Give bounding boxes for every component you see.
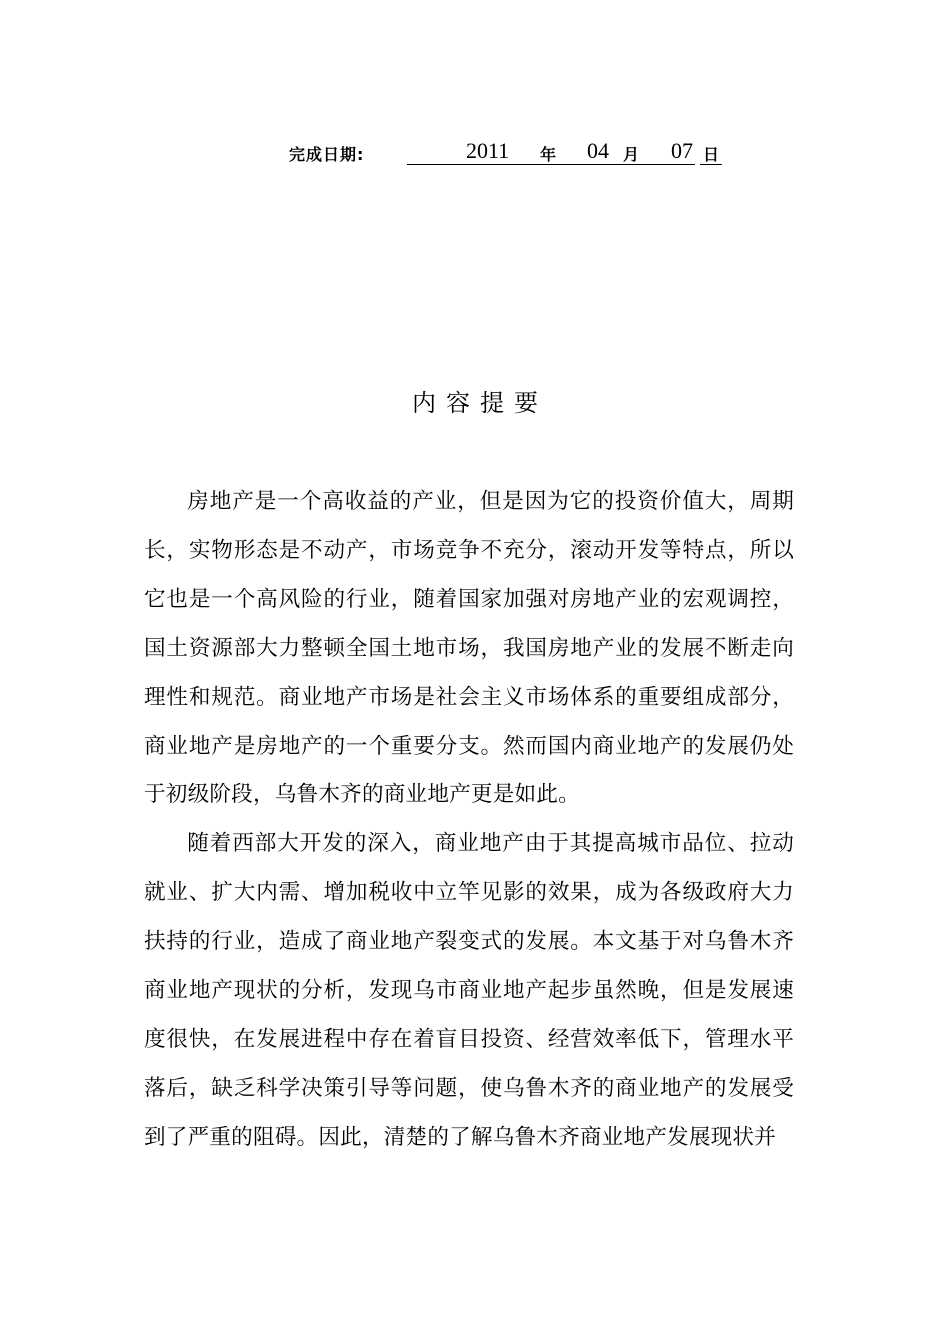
date-year-unit: 年 — [540, 145, 557, 164]
date-month-unit: 月 — [623, 145, 640, 164]
date-day: 07 — [671, 138, 693, 163]
abstract-paragraph: 随着西部大开发的深入，商业地产由于其提高城市品位、拉动就业、扩大内需、增加税收中立竿见影的效果，成为各级政府大力扶持的行业，造成了商业地产裂变式的发展。本文基于对乌鲁木齐商业地产现状的分析，发现乌市商业地产起步虽然晚，但是发展速度很快，在发展进程中存在着盲目投资、经营效率低下，管理水平落后，缺乏科学决策引导等问题，使乌鲁木齐的商业地产的发展受到了严重的阻碍。因此，清楚的了解乌鲁木齐商业地产发展现状并 — [144, 831, 794, 1150]
abstract-body — [144, 478, 794, 1163]
abstract-paragraph: 房地产是一个高收益的产业，但是因为它的投资价值大，周期长，实物形态是不动产，市场竞争不充分，滚动开发等特点，所以它也是一个高风险的行业，随着国家加强对房地产业的宏观调控，国土资源部大力整顿全国土地市场，我国房地产业的发展不断走向理性和规范。商业地产市场是社会主义市场体系的重要组成部分，商业地产是房地产的一个重要分支。然而国内商业地产的发展仍处于初级阶段，乌鲁木齐的商业地产更是如此。 — [144, 489, 794, 808]
completion-date-line — [0, 138, 950, 170]
date-day-unit: 日 — [703, 145, 720, 164]
date-year: 2011 — [466, 138, 510, 163]
abstract-heading: 内容提要 — [412, 389, 548, 417]
date-month: 04 — [587, 138, 609, 163]
completion-date-label: 完成日期: — [289, 145, 365, 164]
